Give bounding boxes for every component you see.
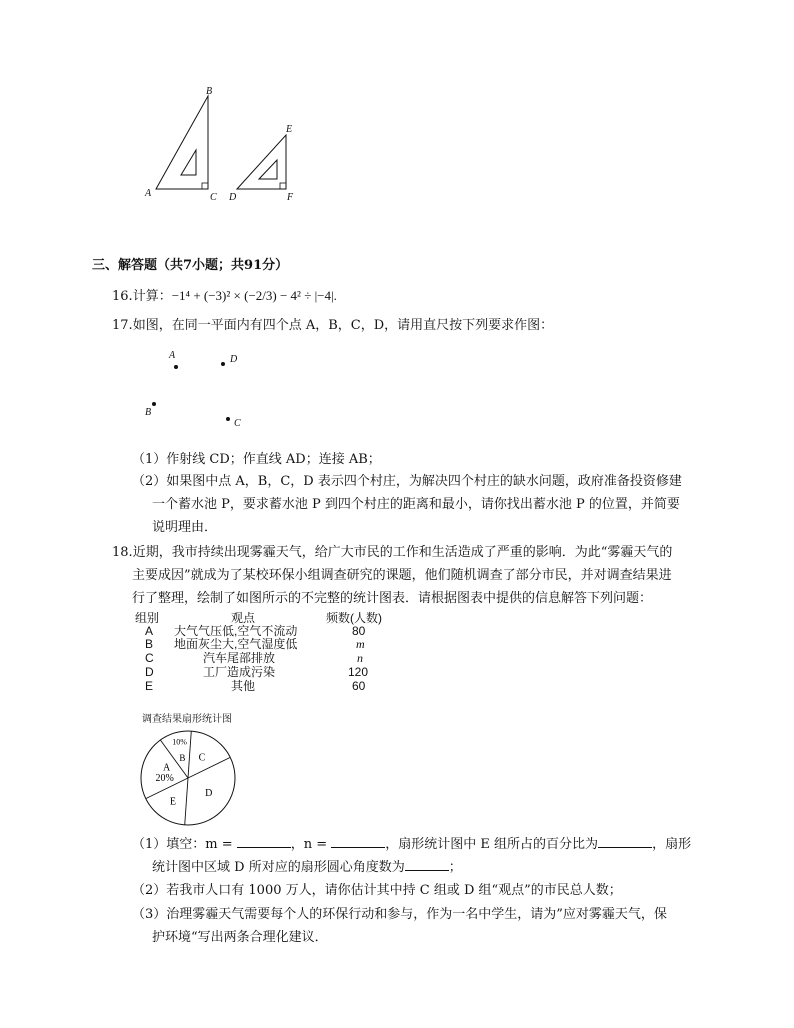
triangle-def-inner [259, 160, 277, 179]
n-blank[interactable] [331, 835, 385, 848]
q18-line3: 行了整理，绘制了如图所示的不完整的统计图表．请根据图表中提供的信息解答下列问题： [132, 591, 653, 606]
pie-percent-b: 10% [172, 737, 187, 747]
q18-sub3-line1: （3）治理雾霾天气需要每个人的环保行动和参与，作为一名中学生，请为”应对雾霾天气，保 [132, 907, 667, 922]
table-row-a-freq: 80 [352, 624, 366, 638]
pie-label-c: C [198, 752, 206, 764]
q18-sub2: （2）若我市人口有 1000 万人，请你估计其中持 C 组或 D 组“观点”的市民总人数； [132, 883, 622, 898]
pie-label-b: B [179, 752, 186, 763]
pie-chart [138, 728, 242, 828]
table-row-d-freq: 120 [348, 665, 369, 679]
label-b: B [206, 86, 213, 97]
pie-label-e: E [169, 796, 176, 808]
q16-expression: −1⁴ + (−3)² × (−2/3) − 4² ÷ |−4|. [171, 288, 337, 303]
pie-percent-a: 20% [155, 773, 174, 785]
q17-text: 如图，在同一平面内有四个点 A，B，C，D，请用直尺按下列要求作图： [132, 318, 554, 333]
q18-line1: 近期，我市持续出现雾霾天气，给广大市民的工作和生活造成了严重的影响．为此“雾霾天气的 [132, 545, 673, 560]
point-c [226, 417, 230, 421]
table-row-b-group: B [145, 637, 154, 651]
q17-part1: （1）作射线 CD；作直线 AD；连接 AB； [132, 452, 381, 467]
sub1-text-b: ，n = [290, 837, 332, 852]
set-square-figure [140, 80, 320, 210]
question-17 [112, 316, 553, 336]
q17-number: 17. [112, 318, 133, 333]
section-heading: 三、解答题（共7小题；共91分） [92, 258, 289, 273]
triangle-def [237, 135, 286, 189]
table-row-e-freq: 60 [352, 679, 366, 693]
point-a [174, 365, 178, 369]
pie-label-d: D [205, 787, 213, 799]
q18-sub1-line2 [152, 858, 462, 878]
point-d-label: D [230, 354, 238, 365]
e-percent-blank[interactable] [598, 835, 652, 848]
table-row-d-group: D [145, 665, 154, 679]
table-row-b-freq: m [356, 637, 365, 651]
table-row-b-view: 地面灰尘大,空气湿度低 [174, 637, 298, 651]
table-row-e-group: E [145, 679, 154, 693]
right-angle-f [280, 183, 286, 189]
q17-part2-line1: （2）如果图中点 A，B，C，D 表示四个村庄，为解决四个村庄的缺水问题，政府准备投资修建 [132, 474, 682, 489]
table-header-freq: 频数(人数) [326, 611, 382, 625]
q17-part2-line3: 说明理由． [152, 520, 218, 535]
pie-label-a: A [163, 762, 171, 774]
sub1-text-e: 统计图中区域 D 所对应的扇形圆心角度数为 [152, 860, 405, 875]
q18-sub1-line1 [132, 835, 691, 855]
point-d [221, 362, 225, 366]
table-row-d-view: 工厂造成污染 [203, 665, 276, 679]
table-row-c-group: C [145, 651, 154, 665]
question-16 [112, 286, 337, 307]
d-angle-blank[interactable] [405, 858, 449, 871]
point-a-label: A [169, 350, 176, 361]
point-c-label: C [234, 418, 241, 429]
sub1-text-a: （1）填空：m = [132, 837, 237, 852]
q17-part2-line2: 一个蓄水池 P，要求蓄水池 P 到四个村庄的距离和最小，请你找出蓄水池 P 的位置，并简要 [152, 497, 680, 512]
q18-number: 18. [112, 545, 133, 560]
frequency-table [135, 611, 415, 691]
label-c: C [210, 192, 217, 203]
label-f: F [287, 192, 294, 203]
q18-sub3-line2: 护环境“写出两条合理化建议． [152, 930, 328, 945]
pie-slice-e-edge [185, 778, 188, 825]
table-row-a-view: 大气气压低,空气不流动 [174, 624, 298, 638]
q16-number: 16. [112, 289, 133, 304]
table-header-group: 组别 [135, 611, 160, 625]
question-18-line1 [112, 543, 672, 563]
pie-slice-c-edge [188, 731, 191, 778]
point-b [152, 402, 156, 406]
table-row-c-view: 汽车尾部排放 [203, 651, 276, 665]
label-d: D [229, 192, 237, 203]
table-row-e-view: 其他 [231, 679, 256, 693]
table-header-view: 观点 [231, 611, 256, 625]
label-a: A [145, 188, 152, 199]
pie-slice-d-edge [188, 757, 230, 778]
label-e: E [286, 124, 293, 135]
m-blank[interactable] [237, 835, 291, 848]
points-figure [140, 350, 260, 435]
table-row-a-group: A [145, 624, 154, 638]
sub1-text-c: ，扇形统计图中 E 组所占的百分比为 [385, 837, 599, 852]
right-angle-c [202, 183, 208, 189]
point-b-label: B [145, 407, 152, 418]
triangle-abc-inner [181, 150, 196, 175]
q18-line2: 主要成因”就成为了某校环保小组调查研究的课题，他们随机调查了部分市民，并对调查结果进 [132, 568, 672, 583]
sub1-text-d: ，扇形 [652, 837, 692, 852]
pie-title: 调查结果扇形统计图 [142, 714, 232, 725]
table-row-c-freq: n [357, 651, 363, 665]
q16-lead: 计算： [132, 289, 172, 304]
sub1-text-f: ； [448, 860, 462, 875]
